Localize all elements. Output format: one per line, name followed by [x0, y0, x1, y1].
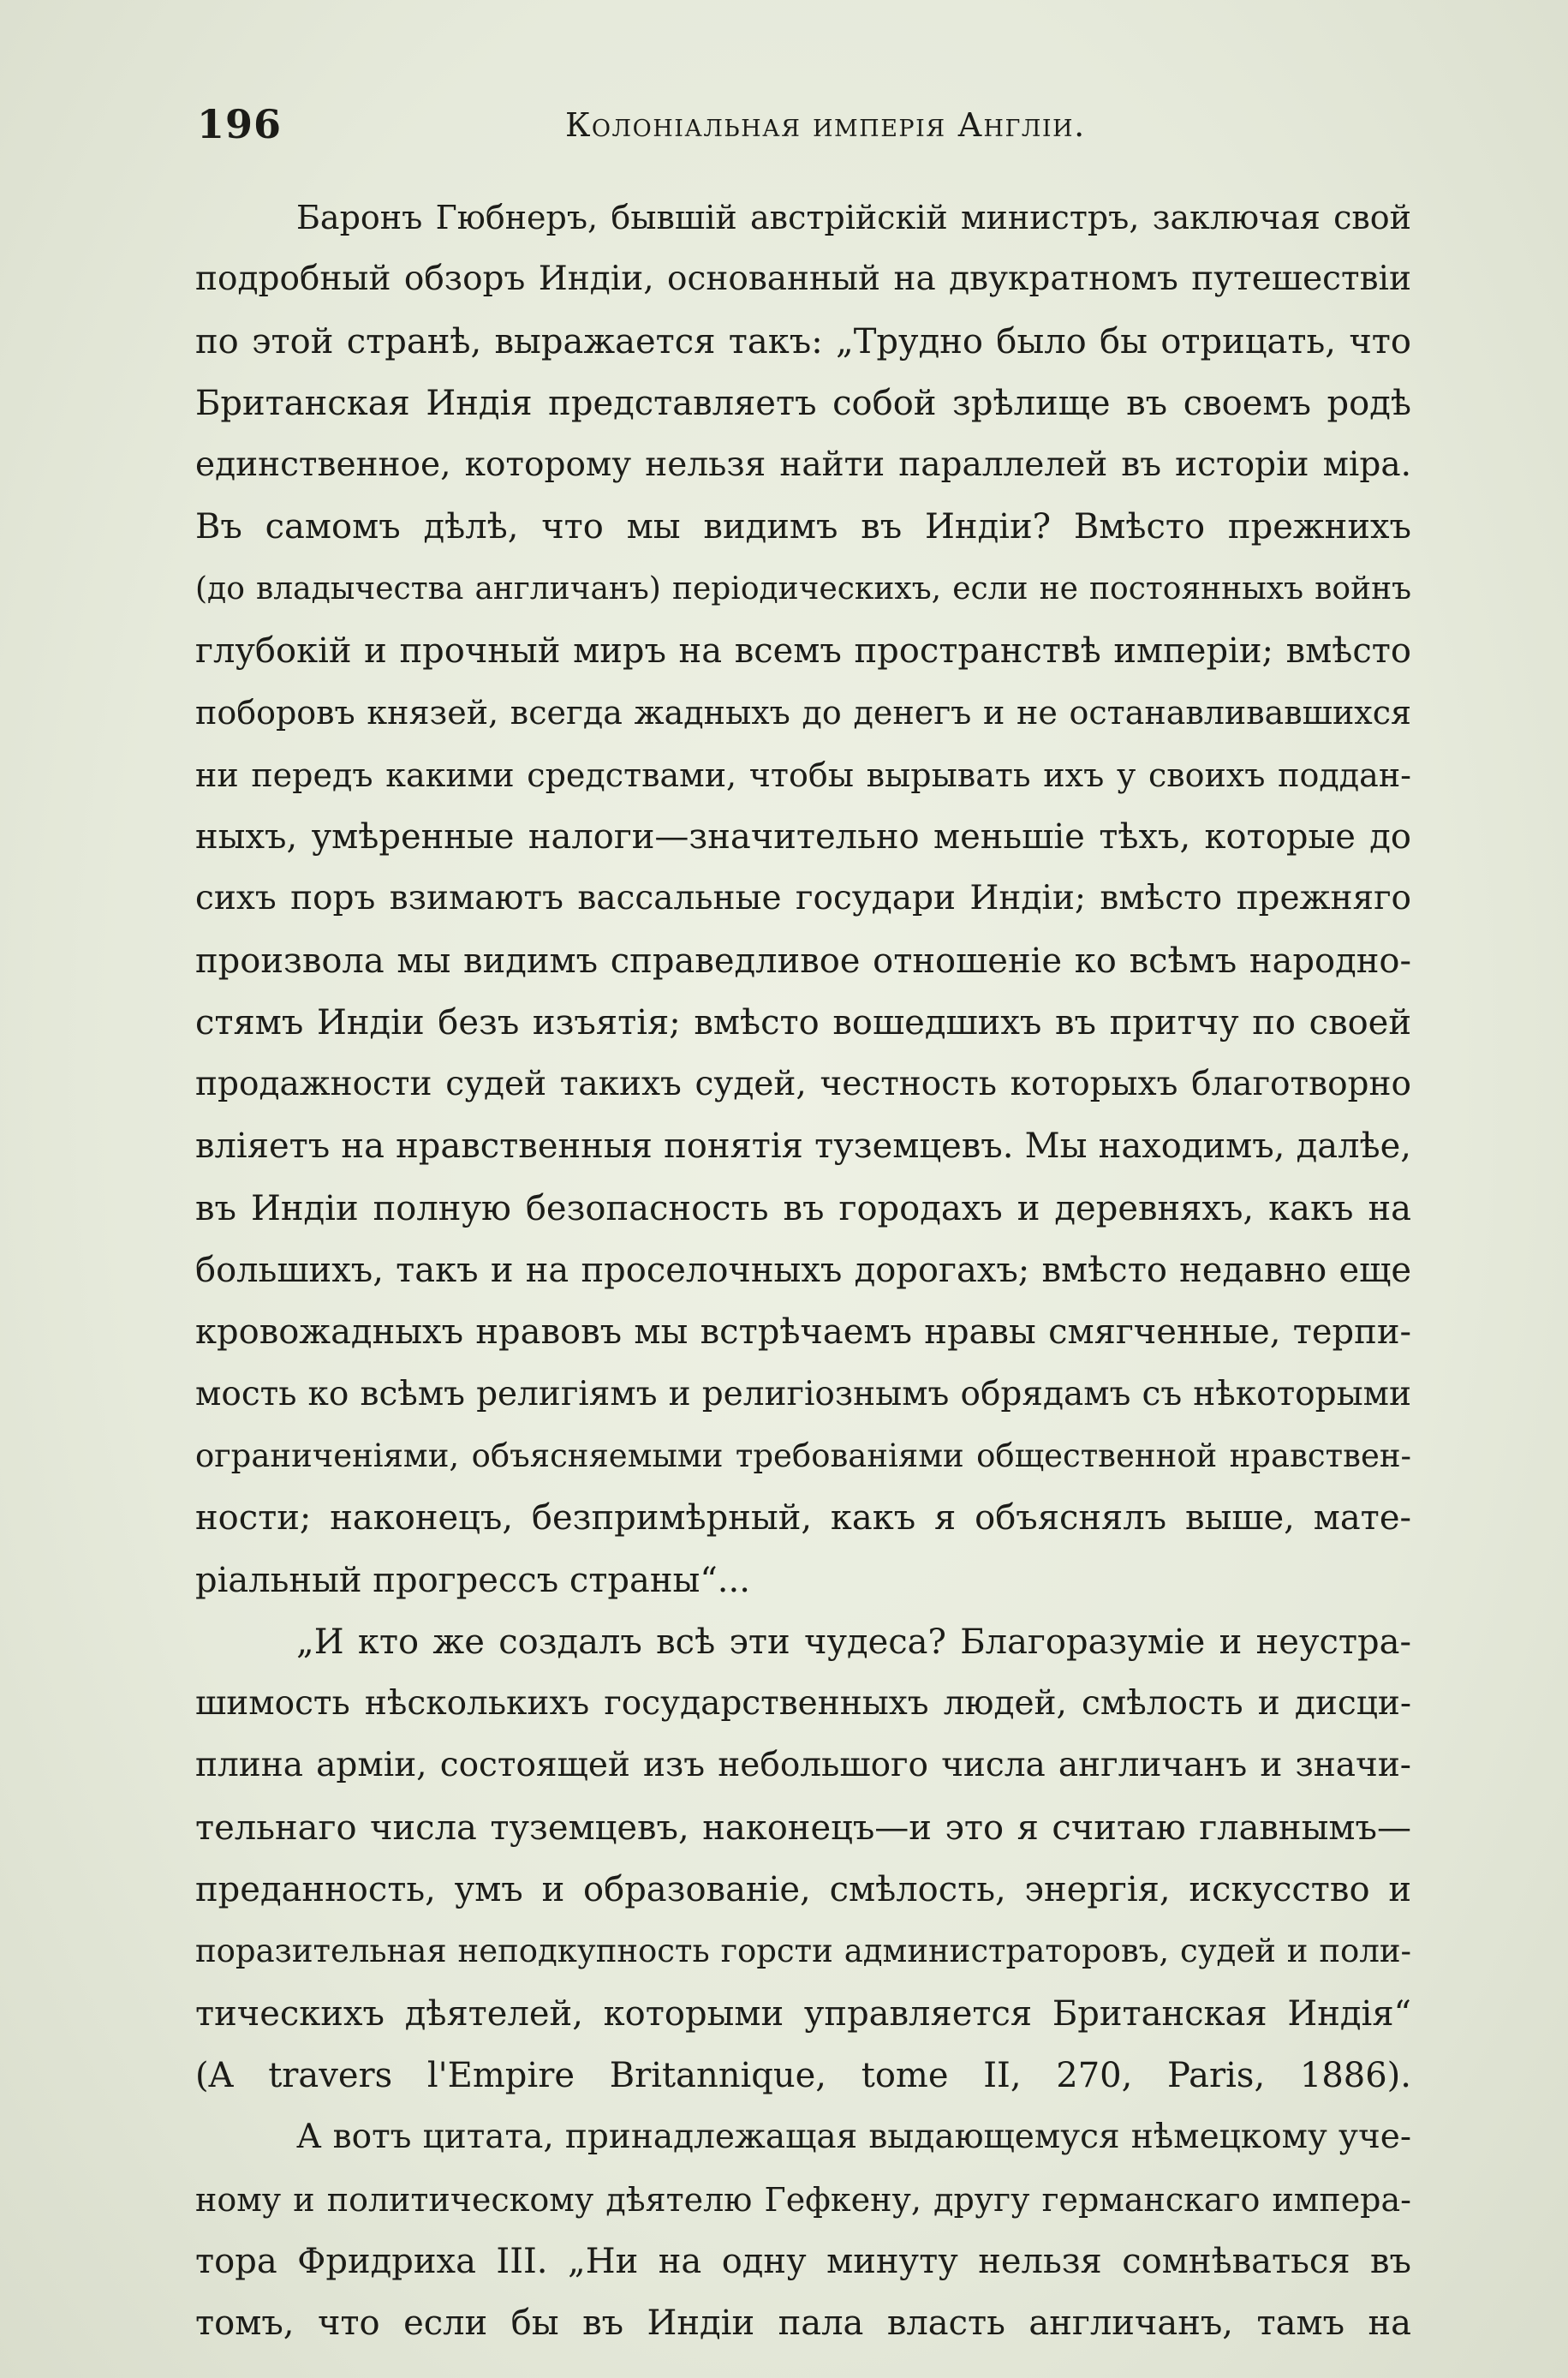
text-line: ни передъ какими средствами, чтобы вырывать ихъ у своихъ поддан-	[195, 756, 1411, 794]
text-line: шимость нѣсколькихъ государственныхъ людей, смѣлость и дисци-	[195, 1684, 1411, 1724]
text-line: единственное, которому нельзя найти параллелей въ исторіи міра.	[195, 445, 1411, 485]
page-number: 196	[197, 101, 283, 147]
page-header	[197, 101, 1404, 161]
text-line: А вотъ цитата, принадлежащая выдающемуся нѣмецкому уче-	[296, 2118, 1411, 2157]
body-text	[195, 187, 1411, 2354]
text-line: Британская Индія представляетъ собой зрѣлище въ своемъ родѣ	[195, 383, 1411, 423]
text-line: произвола мы видимъ справедливое отношеніе ко всѣмъ народно-	[195, 941, 1411, 981]
text-line: ограниченіями, объясняемыми требованіями общественной нравствен-	[195, 1437, 1411, 1474]
text-line: въ Индіи полную безопасность въ городахъ и деревняхъ, какъ на	[195, 1188, 1411, 1228]
text-line: Баронъ Гюбнеръ, бывшій австрійскій министръ, заключая свой	[296, 199, 1411, 236]
text-line: тора Фридриха III. „Ни на одну минуту нельзя сомнѣваться въ	[195, 2241, 1411, 2281]
text-line: стямъ Индіи безъ изъятія; вмѣсто вошедшихъ въ притчу по своей	[195, 1002, 1411, 1043]
text-line: тельнаго числа туземцевъ, наконецъ—и это я считаю главнымъ—	[195, 1807, 1411, 1848]
text-line: Въ самомъ дѣлѣ, что мы видимъ въ Индіи? Вмѣсто прежнихъ	[195, 507, 1411, 547]
text-line: плина арміи, состоящей изъ небольшого числа англичанъ и значи-	[195, 1746, 1411, 1785]
text-line: томъ, что если бы въ Индіи пала власть англичанъ, тамъ на	[195, 2303, 1411, 2344]
text-line: ріальный прогрессъ страны“...	[195, 1560, 750, 1600]
text-line: продажности судей такихъ судей, честность которыхъ благотворно	[195, 1065, 1411, 1104]
text-line: по этой странѣ, выражается такъ: „Трудно было бы отрицать, что	[195, 321, 1411, 361]
text-line: глубокій и прочный миръ на всемъ пространствѣ имперіи; вмѣсто	[195, 631, 1411, 672]
text-line: большихъ, такъ и на проселочныхъ дорогахъ; вмѣсто недавно еще	[195, 1251, 1411, 1291]
text-line: вліяетъ на нравственныя понятія туземцевъ. Мы находимъ, далѣе,	[195, 1126, 1411, 1167]
text-line: кровожадныхъ нравовъ мы встрѣчаемъ нравы смягченные, терпи-	[195, 1312, 1411, 1353]
citation-line: (A travers l'Empire Britannique, tome II, 270, Paris, 1886).	[195, 2055, 1411, 2095]
text-line: подробный обзоръ Индіи, основанный на двукратномъ путешествіи	[195, 260, 1411, 299]
text-line: поразительная неподкупность горсти администраторовъ, судей и поли-	[195, 1933, 1411, 1970]
running-title: Колоніальная имперія Англіи.	[565, 106, 1086, 144]
text-line: ныхъ, умѣренные налоги—значительно меньшіе тѣхъ, которые до	[195, 816, 1411, 857]
text-line: поборовъ князей, всегда жадныхъ до денегъ и не останавливавшихся	[195, 694, 1411, 732]
text-line: тическихъ дѣятелей, которыми управляется Британская Индія“	[195, 1993, 1411, 2034]
text-line: „И кто же создалъ всѣ эти чудеса? Благоразуміе и неустра-	[296, 1622, 1411, 1662]
text-line: ности; наконецъ, безпримѣрный, какъ я объяснялъ выше, мате-	[195, 1498, 1411, 1539]
text-line: (до владычества англичанъ) періодическихъ, если не постоянныхъ войнъ	[195, 571, 1411, 606]
text-line: преданность, умъ и образованіе, смѣлость, энергія, искусство и	[195, 1870, 1411, 1910]
text-line: мость ко всѣмъ религіямъ и религіознымъ обрядамъ съ нѣкоторыми	[195, 1374, 1411, 1413]
text-line: ному и политическому дѣятелю Гефкену, другу германскаго импера-	[195, 2180, 1411, 2219]
text-line: сихъ поръ взимаютъ вассальные государи Индіи; вмѣсто прежняго	[195, 879, 1411, 918]
